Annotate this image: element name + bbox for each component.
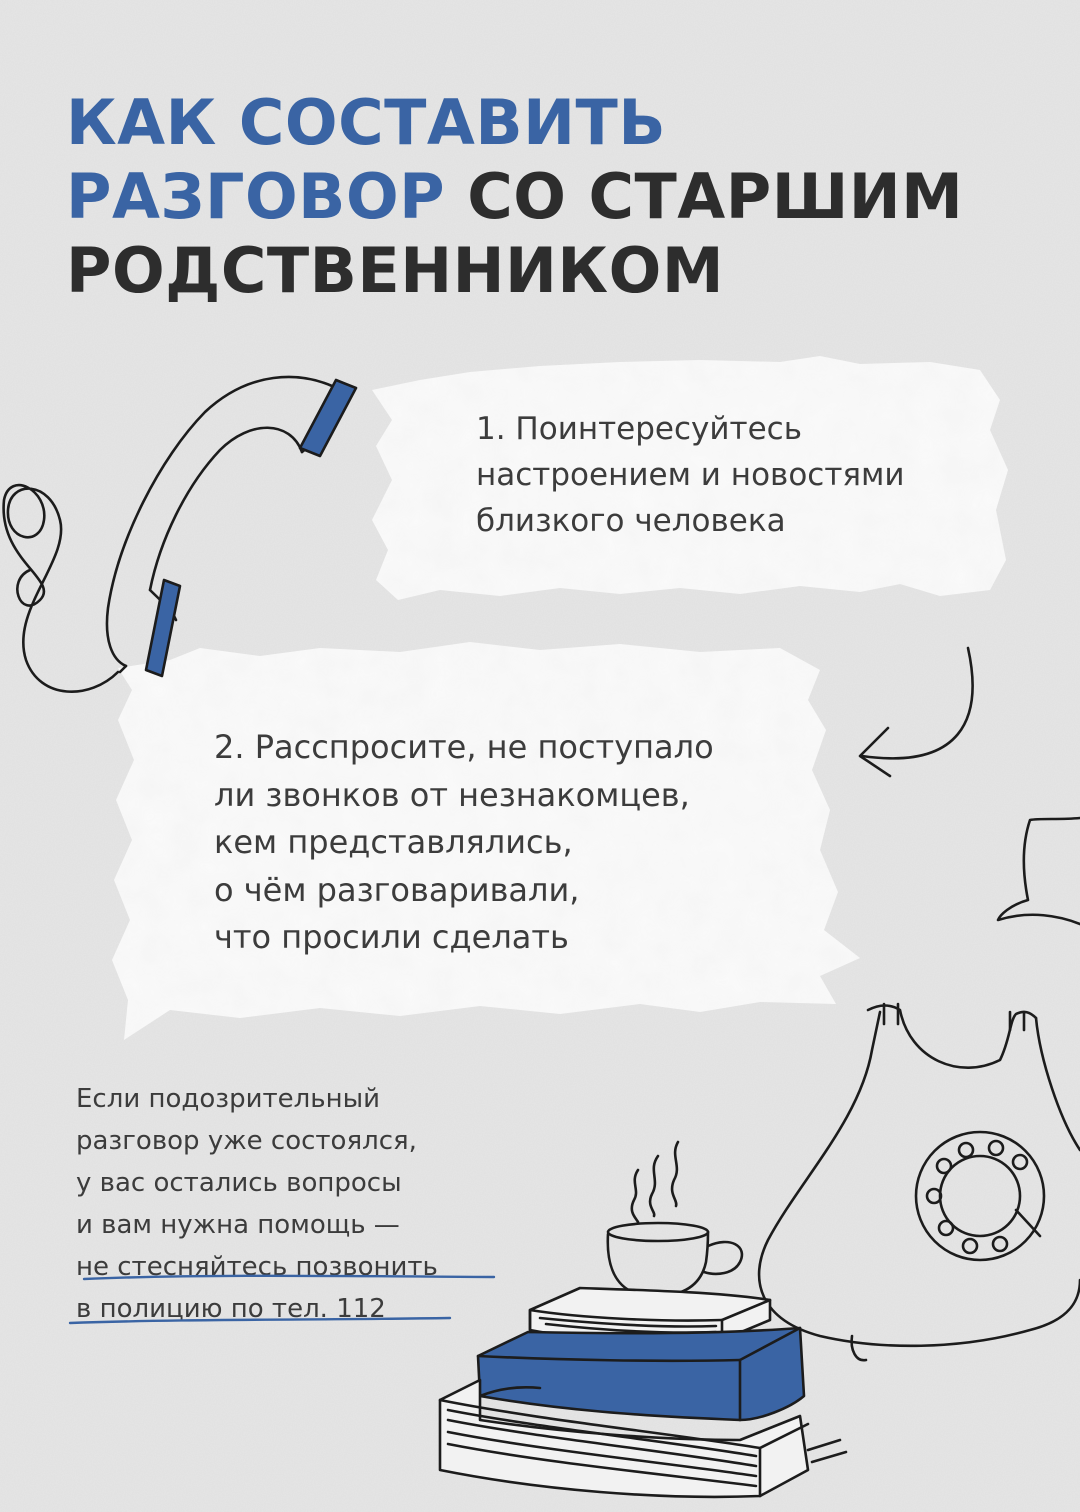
note-line-underlined: в полицию по тел. 112 [76, 1294, 386, 1324]
tip-2-line: 2. Расспросите, не поступало [214, 728, 714, 766]
tip-1-line: близкого человека [476, 503, 786, 539]
note-line-underlined: не стесняйтесь позвонить [76, 1252, 438, 1282]
note-line: Если подозрительный [76, 1084, 381, 1114]
title-line-2 [66, 160, 963, 234]
page-title [66, 86, 963, 308]
tip-2-line: ли звонков от незнакомцев, [214, 775, 690, 814]
tip-2-line: кем представлялись, [214, 823, 573, 861]
title-line-3: РОДСТВЕННИКОМ [66, 234, 725, 307]
title-rest: СО СТАРШИМ [467, 160, 964, 233]
note-line: и вам нужна помощь — [76, 1210, 400, 1240]
note-line: у вас остались вопросы [76, 1168, 402, 1198]
tip-1-text [476, 406, 905, 544]
tip-2-line: что просили сделать [214, 918, 569, 956]
title-line-1: КАК СОСТАВИТЬ [66, 86, 667, 159]
help-note [76, 1078, 438, 1330]
tip-1-line: настроением и новостями [476, 457, 905, 493]
title-accent-word: РАЗГОВОР [66, 160, 446, 233]
note-line: разговор уже состоялся, [76, 1126, 417, 1156]
tip-1-line: 1. Поинтересуйтесь [476, 411, 802, 447]
tip-2-line: о чём разговаривали, [214, 870, 580, 909]
tip-2-text [214, 724, 714, 962]
